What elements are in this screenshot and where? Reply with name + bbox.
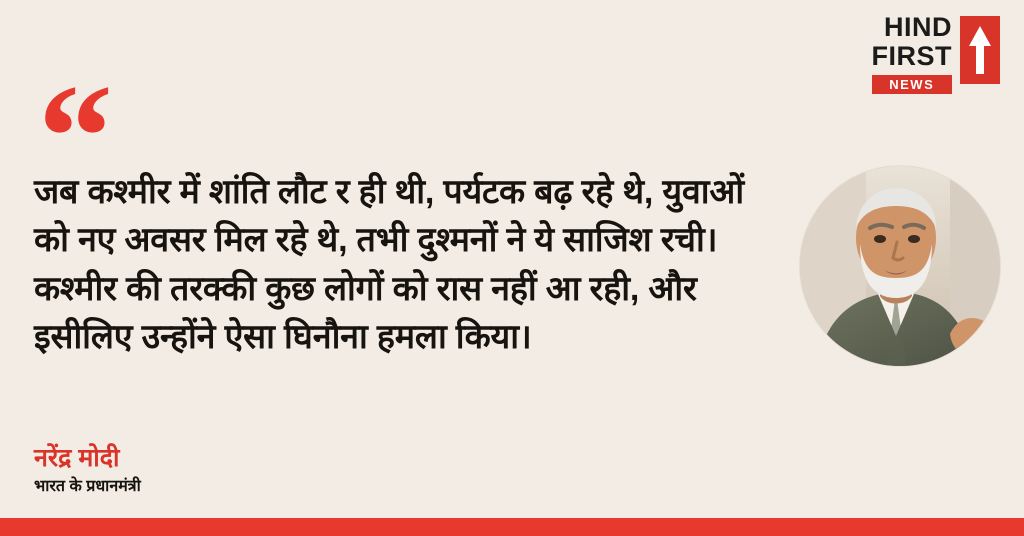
- brand-logo-text: [872, 14, 953, 94]
- brand-news-badge: NEWS: [872, 75, 953, 94]
- flag-icon: [960, 16, 1000, 84]
- bottom-accent-bar: [0, 518, 1024, 536]
- quote-text: जब कश्मीर में शांति लौट र ही थी, पर्यटक बढ़ रहे थे, युवाओं को नए अवसर मिल रहे थे, तभी दुश्मनों ने ये साजिश रची। कश्मीर की तरक्की कुछ लोगों को रास नहीं आ रही, और इसीलिए उन्होंने ऐसा घिनौना हमला किया।: [34, 173, 744, 356]
- attribution: [34, 443, 141, 496]
- attribution-name: नरेंद्र मोदी: [34, 443, 120, 472]
- brand-line-2: FIRST: [871, 41, 952, 71]
- attribution-role: भारत के प्रधानमंत्री: [34, 477, 141, 495]
- portrait-photo: [800, 166, 1000, 366]
- brand-logo: [872, 14, 1001, 94]
- quote-mark-icon: “: [38, 54, 115, 220]
- brand-line-1: HIND: [884, 12, 952, 42]
